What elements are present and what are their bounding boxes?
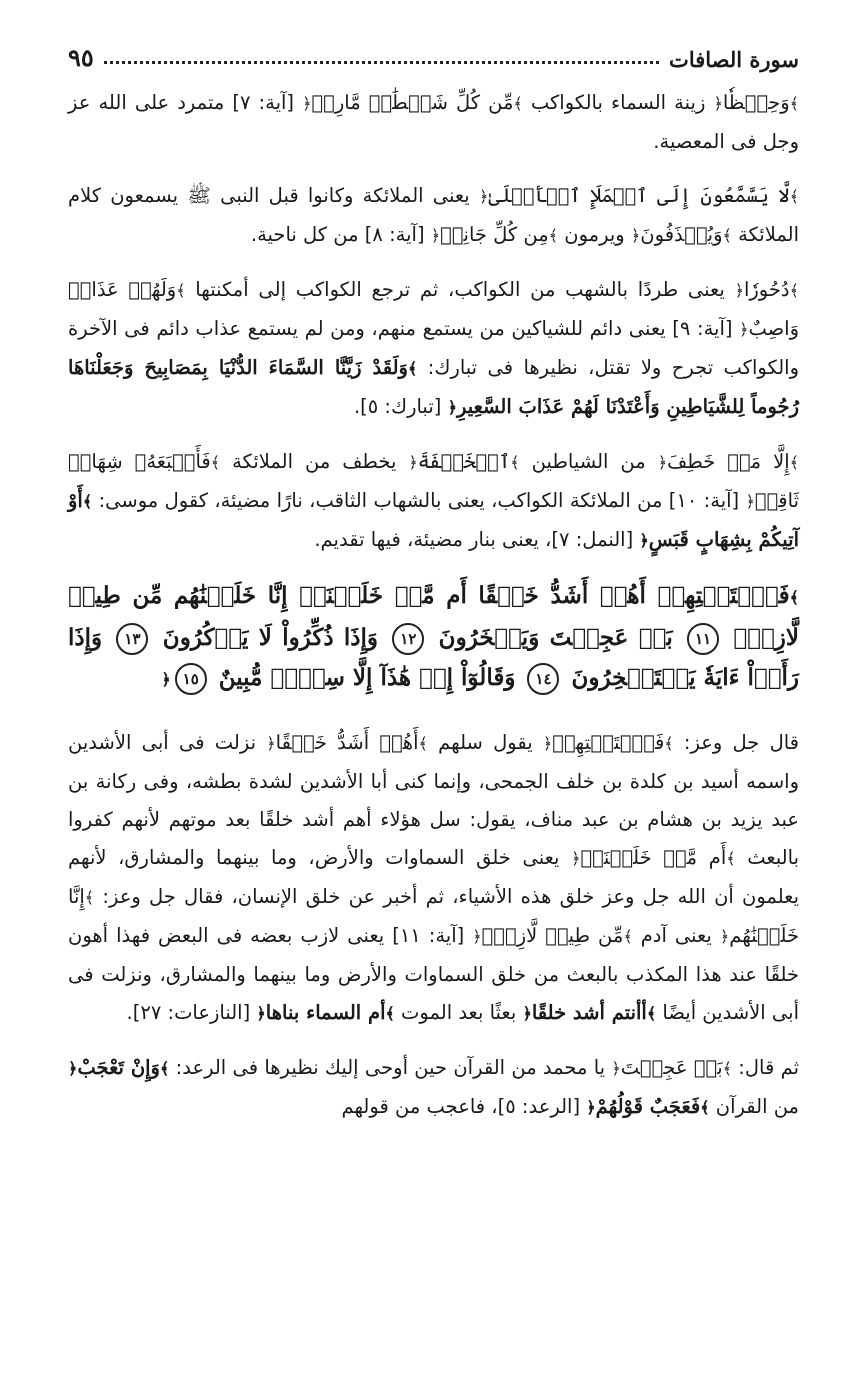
verse-number-11: ١١ xyxy=(687,623,719,655)
commentary-text: [الرعد: ٥]، فاعجب من قولهم xyxy=(341,1095,587,1118)
quran-quote: ﴾بَلۡ عَجِبۡتَ﴿ xyxy=(611,1056,733,1079)
commentary-text: يعنى آدم xyxy=(632,924,720,947)
commentary-paragraph-6 xyxy=(68,1049,799,1127)
commentary-text: نزلت فى أبى الأشدين واسمه أسيد بن كلدة بن خلف الجمحى، وإنما كنى أبا الأشدين لشدة بطشه، وفى ركانة بن عبد يزيد بن هشام بن عبد مناف، يقول: سل هؤلاء أهم أشد خلقًا بعد موتهم لأنهم كفروا بالبعث xyxy=(68,731,799,869)
verse-11: فَٱسۡتَفۡتِهِمۡ أَهُمۡ أَشَدُّ خَلۡقًا أَم مَّنۡ خَلَقۡنَآۚ إِنَّا خَلَقۡنَٰهُم مِّن طِينٖ لَّازِبِۭ xyxy=(68,582,800,651)
quran-quote: ﴾إِنَّا خَلَقۡنَٰهُم﴿ xyxy=(68,885,799,947)
quran-quote: ﴾وَيُقۡذَفُونَ﴿ xyxy=(630,223,732,246)
quran-quote: ﴾فَأَتۡبَعَهُۥ شِهَابٞ ثَاقِبٞ﴿ xyxy=(68,450,800,512)
commentary-text: زينة السماء بالكواكب xyxy=(522,91,714,114)
quran-quote: ﴾مِّن كُلِّ شَيۡطَٰنٖ مَّارِدٖ﴿ xyxy=(302,91,523,114)
quran-quote: ﴾وَحِفۡظٗا﴿ xyxy=(713,91,799,114)
commentary-text: يخطف من الملائكة xyxy=(220,450,409,473)
verse-12: بَلۡ عَجِبۡتَ وَيَسۡخَرُونَ xyxy=(438,624,673,651)
verse-15: وَقَالُوٓاْ إِنۡ هَٰذَآ إِلَّا سِحۡرٞ مُّبِينٌ xyxy=(218,664,516,691)
quran-quote: ﴾أَم مَّنۡ خَلَقۡنَآۚ﴿ xyxy=(571,846,736,869)
verse-number-12: ١٢ xyxy=(392,623,424,655)
commentary-text: ويرمون xyxy=(558,223,631,246)
verse-number-13: ١٣ xyxy=(116,623,148,655)
quran-quote: ﴾وَلَهُمۡ عَذَابٞ وَاصِبٌ﴿ xyxy=(68,278,799,340)
commentary-paragraph-5 xyxy=(68,724,799,1033)
quran-quote: ﴾ٱلۡخَطۡفَةَ﴿ xyxy=(408,450,520,473)
commentary-text: ثم قال: xyxy=(732,1056,799,1079)
commentary-text: [آية: ١٠] من الملائكة الكواكب، يعنى بالشهاب الثاقب، نارًا مضيئة، كقول موسى: xyxy=(92,489,746,512)
commentary-text: [آية: ١١] يعنى لازب بعضه فى البعض فهذا أهون خلقًا عند هذا المكذب بالبعث من خلق السماوات والأرض وما بينهما والمشارق، ونزلت فى أبى الأشدين أيضًا xyxy=(68,924,799,1024)
quran-quote: ﴾دُحُورٗا﴿ xyxy=(734,278,799,301)
commentary-text: يقول سلهم xyxy=(427,731,543,754)
commentary-text: [آية: ٩] يعنى دائم للشياكين من يستمع منهم، ومن لم يستمع عذاب دائم فى الآخرة والكواكب تجرح ولا تقتل، نظيرها فى تبارك: xyxy=(68,317,800,379)
commentary-text: يعنى خلق السماوات والأرض، وما بينهما والمشارق، لأنهم يعلمون أن الله جل وعز خلق هذه الأشياء، ثم أخبر عن خلق الإنسان، فقال جل وعز: xyxy=(68,846,799,908)
running-header xyxy=(68,32,799,72)
commentary-text: من القرآن xyxy=(709,1095,799,1118)
verse-13: وَإِذَا ذُكِّرُواْ لَا يَذۡكُرُونَ xyxy=(162,624,379,651)
page-number: ٩٥ xyxy=(68,43,94,72)
commentary-text: [آية: ٨] من كل ناحية. xyxy=(250,223,431,246)
quran-quote-bold: ﴾أَوْ آتِيكُمْ بِشِهَابٍ قَبَسٍ﴿ xyxy=(68,489,799,551)
commentary-paragraph-3 xyxy=(68,271,799,427)
commentary-text: [النمل: ٧]، يعنى بنار مضيئة، فيها تقديم. xyxy=(314,528,640,551)
commentary-text: [تبارك: ٥]. xyxy=(353,395,448,418)
verse-number-15: ١٥ xyxy=(175,663,207,695)
quran-quote: ﴾فَٱسۡتَفۡتِهِمۡ﴿ xyxy=(542,731,674,754)
quran-quote-bold: ﴾أم السماء بناها﴿ xyxy=(256,1001,395,1024)
quran-quote-bold: ﴾أأنتم أشد خلقًا﴿ xyxy=(522,1001,657,1024)
quran-quote: ﴾مِن كُلِّ جَانِبٖ﴿ xyxy=(430,223,559,246)
commentary-text: يعنى الملائكة وكانوا قبل النبى ﷺ يسمعون كلام الملائكة xyxy=(68,184,799,246)
commentary-text: يا محمد من القرآن حين أوحى إليك نظيرها فى الرعد: xyxy=(169,1056,612,1079)
surah-title: سورة الصافات xyxy=(669,47,799,72)
quran-quote-bold: ﴾وَلَقَدْ زَيَّنَّا السَّمَاءَ الدُّنْيَا بِمَصَابِيحَ وَجَعَلْنَاهَا رُجُوماً لِلشَّيَاطِينِ وَأَعْتَدْنَا لَهُمْ عَذَابَ السَّعِيرِ﴿ xyxy=(68,356,799,418)
quran-quote-bold: ﴾وَإِنْ تَعْجَبْ﴿ xyxy=(68,1056,170,1079)
verse-number-14: ١٤ xyxy=(527,663,559,695)
commentary-text: قال جل وعز: xyxy=(673,731,800,754)
verse-14: وَإِذَا رَأَوۡاْ ءَايَةٗ يَسۡتَسۡخِرُونَ xyxy=(68,624,799,691)
commentary-text: [آية: ٧] متمرد على الله عز وجل فى المعصية. xyxy=(68,91,799,153)
commentary-text: بعثًا بعد الموت xyxy=(394,1001,523,1024)
quran-quote: ﴾مِّن طِينٖ لَّازِبِۭ﴿ xyxy=(472,924,633,947)
quran-verse-block: ﴾فَٱسۡتَفۡتِهِمۡ أَهُمۡ أَشَدُّ خَلۡقًا أَم مَّنۡ خَلَقۡنَآۚ إِنَّا خَلَقۡنَٰهُم مِّن طِينٖ لَّازِبِۭ ١١ بَلۡ عَجِبۡتَ وَيَسۡخَرُونَ ١٢ وَإِذَا ذُكِّرُواْ لَا يَذۡكُرُونَ ١٣ وَإِذَا رَأَوۡاْ ءَايَةٗ يَسۡتَسۡخِرُونَ ١٤ وَقَالُوٓاْ إِنۡ هَٰذَآ إِلَّا سِحۡرٞ مُّبِينٌ ١٥﴿ xyxy=(68,576,799,700)
quran-quote: ﴾أَهُمۡ أَشَدُّ خَلۡقًا﴿ xyxy=(266,731,428,754)
quran-quote: ﴾إِلَّا مَنۡ خَطِفَ﴿ xyxy=(657,450,799,473)
header-dot-leader xyxy=(104,61,659,64)
commentary-text: من الشياطين xyxy=(519,450,658,473)
commentary-text: يعنى طردًا بالشهب من الكواكب، ثم ترجع الكواكب إلى أمكنتها xyxy=(185,278,735,301)
page-body xyxy=(68,84,799,1127)
commentary-text: [النازعات: ٢٧]. xyxy=(126,1001,257,1024)
commentary-paragraph-1 xyxy=(68,84,799,161)
commentary-paragraph-4 xyxy=(68,443,799,560)
quran-quote: ﴾لَّا يَسَّمَّعُونَ إِلَى ٱلۡمَلَإِ ٱلۡأَعۡلَىٰ﴿ xyxy=(478,184,799,207)
commentary-paragraph-2 xyxy=(68,177,799,255)
quran-quote-bold: ﴾فَعَجَبٌ قَوْلُهُمْ﴿ xyxy=(586,1095,710,1118)
